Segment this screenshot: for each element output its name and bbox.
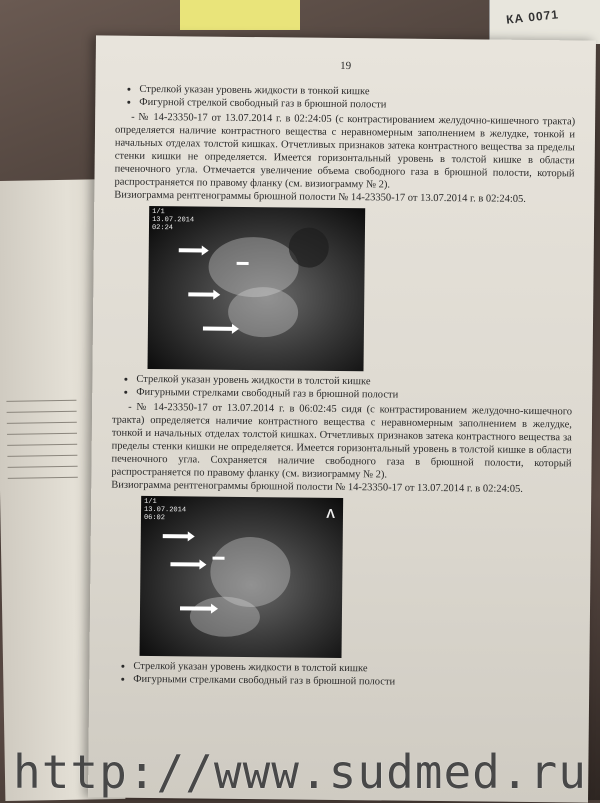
xray-image-2 xyxy=(140,496,344,658)
caption-1: Визиограмма рентгенограммы брюшной полости № 14-23350-17 от 13.07.2014 г. в 02:24:05. xyxy=(114,189,526,205)
top-card-label: КА 0071 xyxy=(505,7,560,27)
list-item: • Стрелкой указан уровень жидкости в тонкой кишке xyxy=(139,83,575,101)
bullet-list-2 xyxy=(112,373,572,404)
bullet-list-3 xyxy=(109,660,569,691)
xray-1-header: 1/1 13.07.2014 02:24 xyxy=(151,208,195,233)
list-item: • Фигурной стрелкой свободный газ в брюшной полости xyxy=(139,96,575,114)
xray-2-marker: Λ xyxy=(326,505,336,521)
list-item: • Стрелкой указан уровень жидкости в толстой кишке xyxy=(136,373,572,391)
list-item: • Стрелкой указан уровень жидкости в толстой кишке xyxy=(133,660,569,678)
yellow-folder-tab xyxy=(180,0,300,30)
list-item: • Фигурными стрелками свободный газ в брюшной полости xyxy=(133,673,569,691)
paragraph-2: - № 14-23350-17 от 13.07.2014 г. в 06:02:45 сидя (с контрастированием желудочно-кишечного тракта) определяется наличие контрастного вещества с неравномерным заполнением в желудке, тонкой и начальных отделах толстой кишках. Отчетливых признаков затека контрастного вещества за пределы стенки кишки не определяется. Имеется горизонтальный уровень в толстой кишке в области печеночного угла. Сохраняется наличие свободного газа в брюшной полости, который распространяется по правому фланку (см. визиограмму № 2). xyxy=(111,401,573,481)
caption-2: Визиограмма рентгенограммы брюшной полости № 14-23350-17 от 13.07.2014 г. в 02:24:05. xyxy=(111,479,523,495)
document-page xyxy=(88,35,596,802)
xray-image-1 xyxy=(148,206,366,371)
watermark: http://www.sudmed.ru xyxy=(13,745,587,799)
list-item: • Фигурными стрелками свободный газ в брюшной полости xyxy=(136,386,572,404)
bullet-list-1 xyxy=(115,83,575,114)
top-card xyxy=(489,0,600,44)
page-number: 19 xyxy=(340,59,352,73)
xray-2-header: 1/1 13.07.2014 06:02 xyxy=(143,497,187,523)
paragraph-1: - № 14-23350-17 от 13.07.2014 г. в 02:24:05 (с контрастированием желудочно-кишечного тракта) определяется наличие контрастного вещества с неравномерным заполнением в желудке, тонкой и начальных отделах толстой кишках. Отчетливых признаков затека контрастного вещества за пределы стенки кишки не определяется. Имеется горизонтальный уровень в толстой кишке в области печеночного угла. Отмечается увеличение объема свободного газа в брюшной полости, который распространяется по правому фланку (см. визиограмму № 2). xyxy=(114,111,576,191)
